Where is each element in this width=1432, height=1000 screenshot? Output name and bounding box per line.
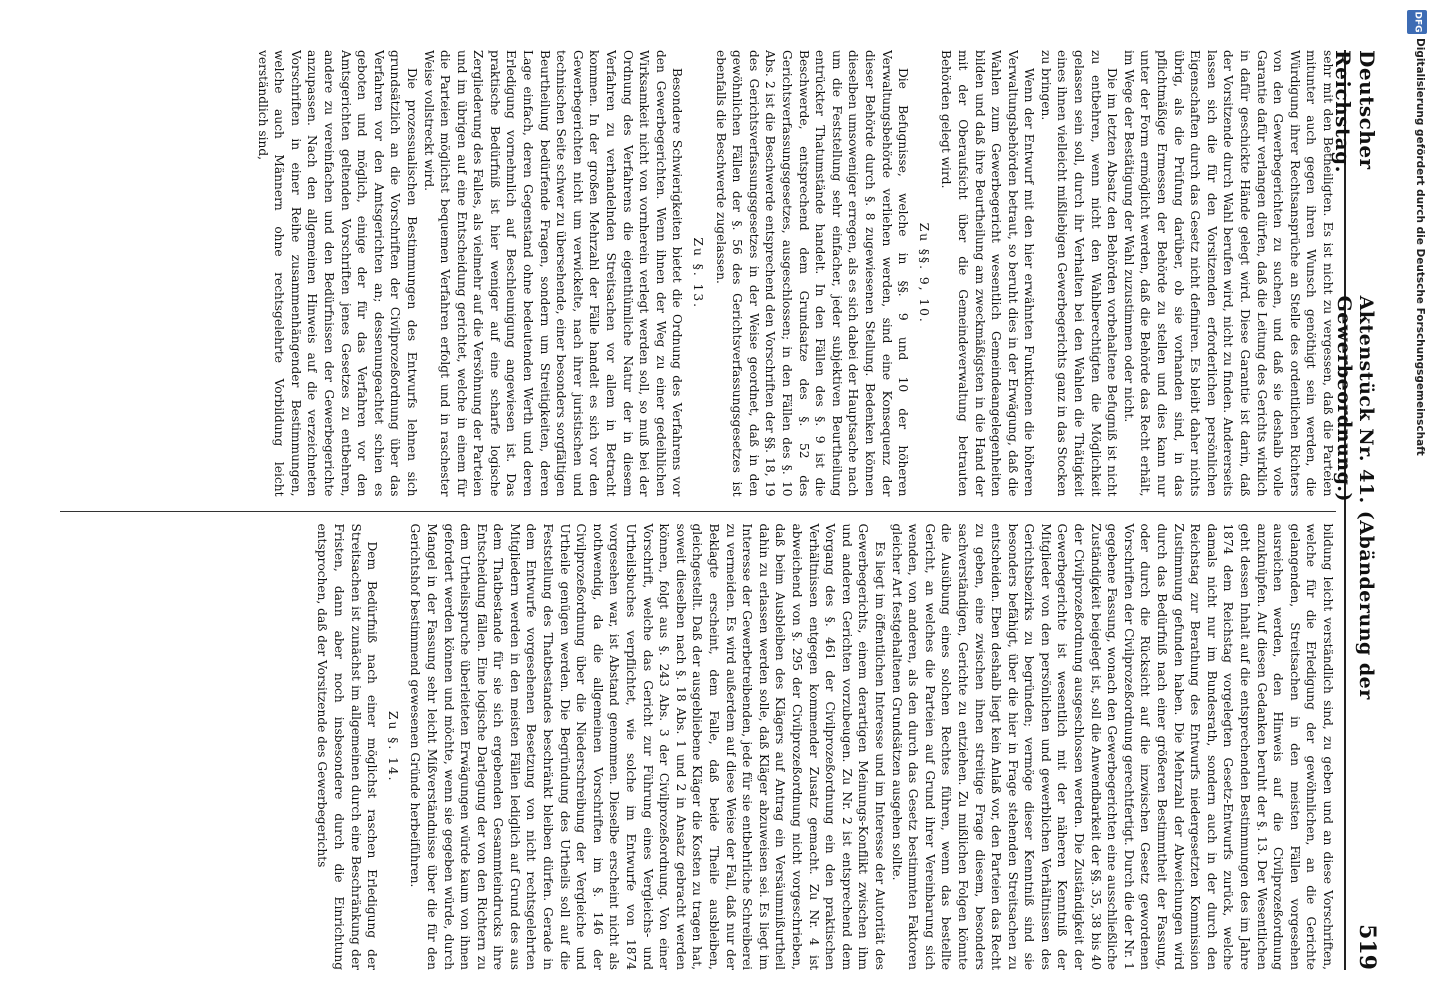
rotated-document-page (48, 30, 1388, 990)
digitization-note-text: Digitalisierung gefördert durch die Deutsche Forschungsgemeinschaft (1414, 38, 1426, 456)
section-heading: Zu §§. 9, 10. (916, 222, 931, 324)
body-paragraph: Wenn der Entwurf mit den hier erwähnten Funktionen die höheren Verwaltungsbehörden betraut, so beruht dies in der Erwägung, daß die Wahlen zum Gewerbegericht wesentlich Gemeindeangelegenheiten bilden und daß ihre Beurtheilung am zweckmäßigsten in die Hand der mit der Oberaufsicht über die Gemeindeverwaltung betrauten Behörden gelegt wird. (939, 50, 1037, 497)
page-number: 519 (1354, 924, 1380, 970)
section-heading: Zu §. 13. (691, 237, 706, 309)
text-column-left (60, 50, 1336, 497)
body-paragraph: Die prozessualischen Bestimmungen des Entwurfs lehnen sich grundsätzlich an die Vorschriften der Civilprozeßordnung über das Verfahren vor den Amtsgerichten an; dessenungeachtet schien es geboten und möglich, einige der für das Verfahren vor den Amtsgerichten geltenden Vorschriften jenes Gesetzes zu entbehren, andere zu vereinfachen und den Bedürfnissen der Gewerbegerichte anzupassen. Nach den allgemeinen Hinweis auf die verzeichneten Vorschriften in einer Reihe zusammenhängender Bestimmungen, welche auch Männern ohne rechtsgelehrte Vorbildung leicht verständlich sind, (255, 50, 419, 497)
section-heading: Zu §. 14. (385, 711, 400, 783)
body-paragraph: Die im letzten Absatz den Behörden vorbehaltene Befugniß ist nicht zu entbehren, wenn nicht den Wahlberechtigten die Möglichkeit gelassen sein soll, durch ihr Verhalten bei den Wahlen die Thätigkeit eines ihnen vielleicht mißliebigen Gewerbegerichts ganz in das Stocken zu bringen. (1038, 50, 1120, 497)
page-header (1331, 50, 1380, 970)
digitization-note (1404, 38, 1428, 598)
text-columns (60, 50, 1336, 970)
header-left-title: Deutscher Reichstag. (1331, 50, 1379, 174)
dfg-logo-text: DFG (1412, 11, 1423, 33)
body-paragraph: Die Befugnisse, welche in §§. 9 und 10 der höheren Verwaltungsbehörde verliehen werden, sind eine Konsequenz der dieser Behörde durch §. 8 zugewiesenen Stellung. Bedenken können dieselben umsoweniger erregen, als es sich dabei der Hauptsache nach um die Feststellung sehr einfacher, jeder subjektiven Beurtheilung entrückter Thatumstände handelt. In den Fällen des §. 9 ist die Beschwerde, entsprechend dem Grundsatze des §. 52 des Gerichtsverfassungsgesetzes, ausgeschlossen; in den Fällen des §. 10 Abs. 2 ist die Beschwerde entsprechend den Vorschriften der §§. 18, 19 des Gerichtsverfassungsgesetzes in der Weise geordnet, daß in den gewöhnlichen Fällen der §. 56 des Gerichtsverfassungsgesetzes ist ebenfalls die Beschwerde zugelassen. (713, 50, 911, 497)
body-paragraph: Dem Bedürfniß nach einer möglichst raschen Erledigung der Streitsachen ist zunächst im allgemeinen durch eine Beschränkung der Fristen, dann aber noch insbesondere durch die Einrichtung entsprochen, daß der Vorsitzende des Gewerbegerichts (315, 523, 380, 970)
dfg-logo (1407, 10, 1427, 34)
text-column-right (60, 511, 1336, 971)
header-document-title: Aktenstück Nr. 41. (Abänderung der Gewerbeordnung.) (1333, 295, 1377, 700)
body-paragraph: bildung leicht verständlich sind, zu geben und an diese Vorschriften, welche für die Erledigung der gewöhnlichen, an die Gerichte gelangenden, Streitsachen in den meisten Fällen vorgesehen ausreichen werden, den Hinweis auf die Civilprozeßordnung anzuknüpfen. Auf diesen Gedanken beruht der §. 13. Der Wesentlichen geht dessen Inhalt auf die entsprechenden Bestimmungen des im Jahre 1874 dem Reichstag vorgelegten Gesetz-Entwurfs zurück, welche damals nicht nur im Bundesrath, sondern auch in der durch den Reichstag zur Berathung des Entwurfs niedergesetzten Kommission Zustimmung gefunden haben. Die Mehrzahl der Abweichungen wird durch das Bedürfniß nach einer größeren Bestimmtheit der Fassung, oder durch die Rücksicht auf die inzwischen Gesetz gewordenen Vorschriften der Civilprozeßordnung gerechtfertigt. Durch die der Nr. 1 gegebene Fassung, wonach den Gewerbegerichten eine ausschließliche Zuständigkeit beigelegt ist, soll die Anwendbarkeit der §§. 35, 38 bis 40 der Civilprozeßordnung ausgeschlossen werden. Die Zuständigkeit der Gewerbegerichte ist wesentlich mit der näheren Kenntniß der Mitglieder von den persönlichen und gewerblichen Verhältnissen des Gerichtsbezirks zu begründen; vermöge dieser Kenntniß sind sie besonders befähigt, über die hier in Frage stehenden Streitsachen zu entscheiden. Eben deshalb liegt kein Anlaß vor, den Parteien das Recht zu geben, eine zwischen ihnen streitige Frage diesem, besonders sachverständigen, Gerichte zu entziehen. Zu mißlichen Folgen könnte die Ausübung eines solchen Rechtes führen, wenn das bestellte Gericht, an welches die Parteien auf Grund ihrer Vereinbarung sich wenden, von anderen, als den durch das Gesetz bestimmten Faktoren gleicher Art festgehaltenen Grundsätzen ausgehen sollte. (889, 523, 1335, 970)
body-paragraph: sehr mit den Betheiligten. Es ist nicht zu vergessen, daß die Parteien mitunter auch gegen ihren Wunsch genöthigt sein werden, die Würdigung ihrer Rechtsansprüche an Stelle des ordentlichen Richters von den Gewerbegerichten zu suchen, und daß sie deshalb volle Garantie dafür verlangen dürfen, daß die Leitung des Gerichts wirklich in dafür geschickte Hände gelegt wird. Diese Garantie ist darin, daß der Vorsitzende durch Wahl berufen wird, nicht zu finden. Andererseits lassen sich die für den Vorsitzenden erforderlichen persönlichen Eigenschaften durch das Gesetz nicht definiren. Es bleibt daher nichts übrig, als die Prüfung darüber, ob sie vorhanden sind, in das pflichtmäßige Ermessen der Behörde zu stellen und dies kann nur unter der Form ermöglicht werden, daß die Behörde das Recht erhält, im Wege der Bestätigung der Wahl zuzustimmen oder nicht. (1121, 50, 1335, 497)
body-paragraph: Es liegt im öffentlichen Interesse und im Interesse der Autorität des Gewerbegerichts, einem derartigen Meinungs-Konflikt zwischen ihm und anderen Gerichten vorzubeugen. Zu Nr. 2 ist entsprechend dem Vorgang des §. 461 der Civilprozeßordnung ein den praktischen Verhältnissen entgegen kommender Zusatz gemacht. Zu Nr. 4 ist abweichend von §. 295 der Civilprozeßordnung nicht vorgeschrieben, daß beim Ausbleiben des Klägers auf Antrag ein Versäumnißurtheil dahin zu erlassen werden solle, daß Kläger abzuweisen sei. Es liegt im Interesse der Gewerbetreibenden, jede für sie entbehrliche Schreiberei zu vermeiden. Es wird außerdem auf diese Weise der Fall, daß nur der Beklagte erscheint, dem Falle, daß beide Theile ausbleiben, gleichgestellt. Daß der ausgebliebene Kläger die Kosten zu tragen hat, soweit dieselben nach §. 18 Abs. 1 und 2 in Ansatz gebracht werden können, folgt aus §. 243 Abs. 3 der Civilprozeßordnung. Von einer Vorschrift, welche das Gericht zur Führung eines Vergleichs- und Urtheilsbuches verpflichtet, wie solche im Entwurfe von 1874 vorgesehen war, ist Abstand genommen. Dieselbe erscheint nicht als nothwendig, da die allgemeinen Vorschriften im §. 146 der Civilprozeßordnung über die Niederschreibung der Vergleiche und Urtheile genügen werden. Die Begründung des Urtheils soll auf die Feststellung des Thatbestandes beschränkt bleiben dürfen. Gerade in dem Entwurfe vorgesehenen Besetzung von nicht rechtsgelehrten Mitgliedern werden in den meisten Fällen lediglich auf Grund des aus dem Thatbestande für sie sich ergebenden Gesammteindrucks ihre Entscheidung fällen. Eine logische Darlegung der von den Richtern zu dem Urtheilsspruche überleiteten Erwägungen würde kaum von ihnen gefordert werden können und möchte, wenn sie gegeben würde, durch Mangel in der Fassung sehr leicht Mißverständnisse über die für den Gerichtshof bestimmend gewesenen Gründe herbeiführen. (408, 523, 887, 970)
body-paragraph: Besondere Schwierigkeiten bietet die Ordnung des Verfahrens vor den Gewerbegerichten. Wenn ihnen der Weg zu einer gedeihlichen Wirksamkeit nicht von vornherein verlegt werden soll, so muß bei der Ordnung des Verfahrens die eigenthümliche Natur der in diesem Verfahren zu verhandelnden Streitsachen vor allem in Betracht kommen. In der großen Mehrzahl der Fälle handelt es sich vor den Gewerbegerichten nicht um verwickelte, nach ihrer juristischen und technischen Seite schwer zu übersehende, einer besonders sorgfältigen Beurtheilung bedürfende Fragen, sondern um Streitigkeiten, deren Lage einfach, deren Gegenstand ohne bedeutenden Werth und deren Erledigung vornehmlich auf Beschleunigung angewiesen ist. Das praktische Bedürfniß ist hier weniger auf eine scharfe logische Zergliederung des Falles, als vielmehr auf die Versöhnung der Parteien und im übrigen auf eine Entscheidung gerichtet, welche in einem für die Parteien möglichst bequemen Verfahren erfolgt und in raschester Weise vollstreckt wird. (421, 50, 685, 497)
